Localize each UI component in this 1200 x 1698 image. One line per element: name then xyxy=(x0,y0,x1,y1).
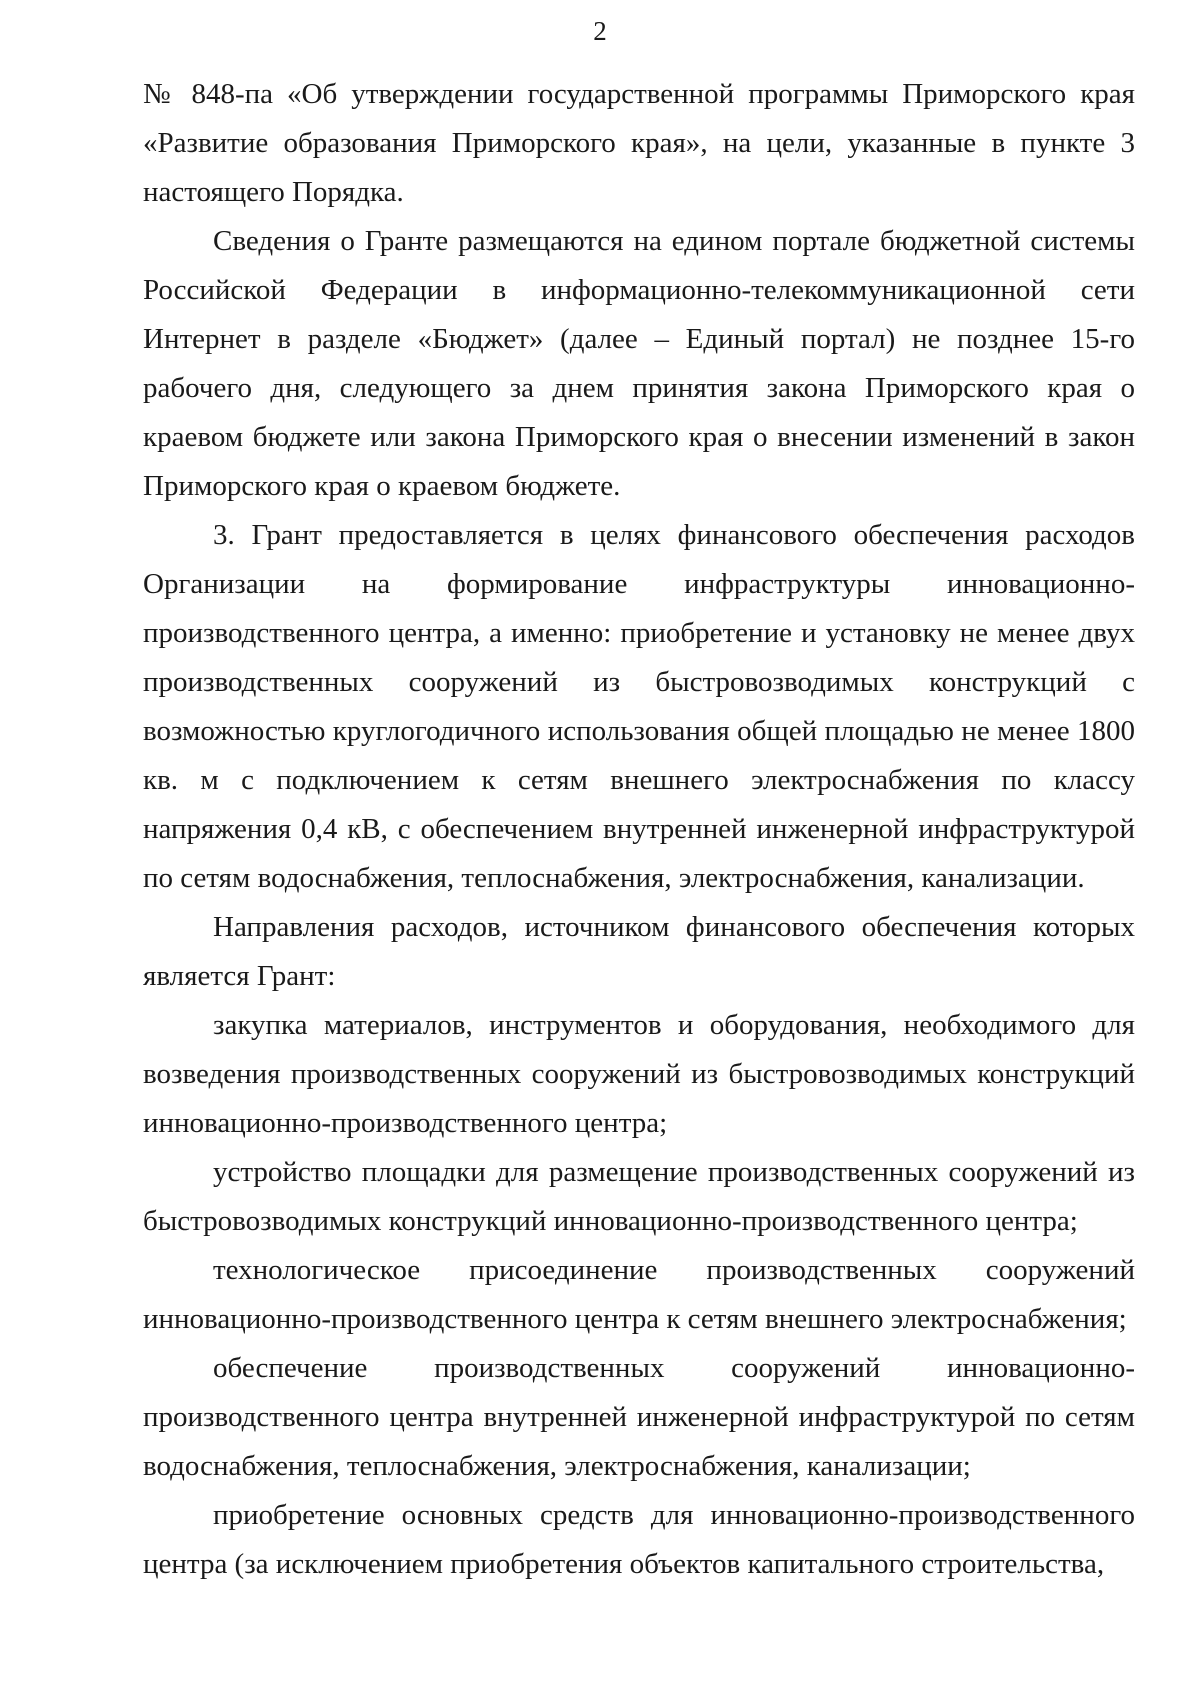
paragraph-expense-directions: Направления расходов, источником финансового обеспечения которых является Грант: xyxy=(143,911,1135,992)
list-item-materials-purchase: закупка материалов, инструментов и оборудования, необходимого для возведения производственных сооружений из быстровозводимых конструкций инновационно-производственного центра; xyxy=(143,1009,1135,1139)
list-item-fixed-assets: приобретение основных средств для инновационно-производственного центра (за исключением приобретения объектов капитального строительства, xyxy=(143,1499,1135,1580)
list-item-site-preparation: устройство площадки для размещение производственных сооружений из быстровозводимых конструкций инновационно-производственного центра; xyxy=(143,1156,1135,1237)
document-body xyxy=(143,70,1135,1589)
paragraph-grant-info-publication: Сведения о Гранте размещаются на едином портале бюджетной системы Российской Федерации в информационно-телекоммуникационной сети Интернет в разделе «Бюджет» (далее – Единый портал) не позднее 15-го рабочего дня, следующего за днем принятия закона Приморского края о краевом бюджете или закона Приморского края о внесении изменений в закон Приморского края о краевом бюджете. xyxy=(143,225,1135,502)
list-item-grid-connection: технологическое присоединение производственных сооружений инновационно-производственного центра к сетям внешнего электроснабжения; xyxy=(143,1254,1135,1335)
list-item-engineering-infrastructure: обеспечение производственных сооружений инновационно-производственного центра внутренней инженерной инфраструктурой по сетям водоснабжения, теплоснабжения, электроснабжения, канализации; xyxy=(143,1352,1135,1482)
paragraph-program-reference: № 848-па «Об утверждении государственной программы Приморского края «Развитие образования Приморского края», на цели, указанные в пункте 3 настоящего Порядка. xyxy=(143,78,1135,208)
paragraph-grant-purpose: 3. Грант предоставляется в целях финансового обеспечения расходов Организации на формирование инфраструктуры инновационно-производственного центра, а именно: приобретение и установку не менее двух производственных сооружений из быстровозводимых конструкций с возможностью круглогодичного использования общей площадью не менее 1800 кв. м с подключением к сетям внешнего электроснабжения по классу напряжения 0,4 кВ, с обеспечением внутренней инженерной инфраструктурой по сетям водоснабжения, теплоснабжения, электроснабжения, канализации. xyxy=(143,519,1135,894)
page-number: 2 xyxy=(593,16,607,46)
